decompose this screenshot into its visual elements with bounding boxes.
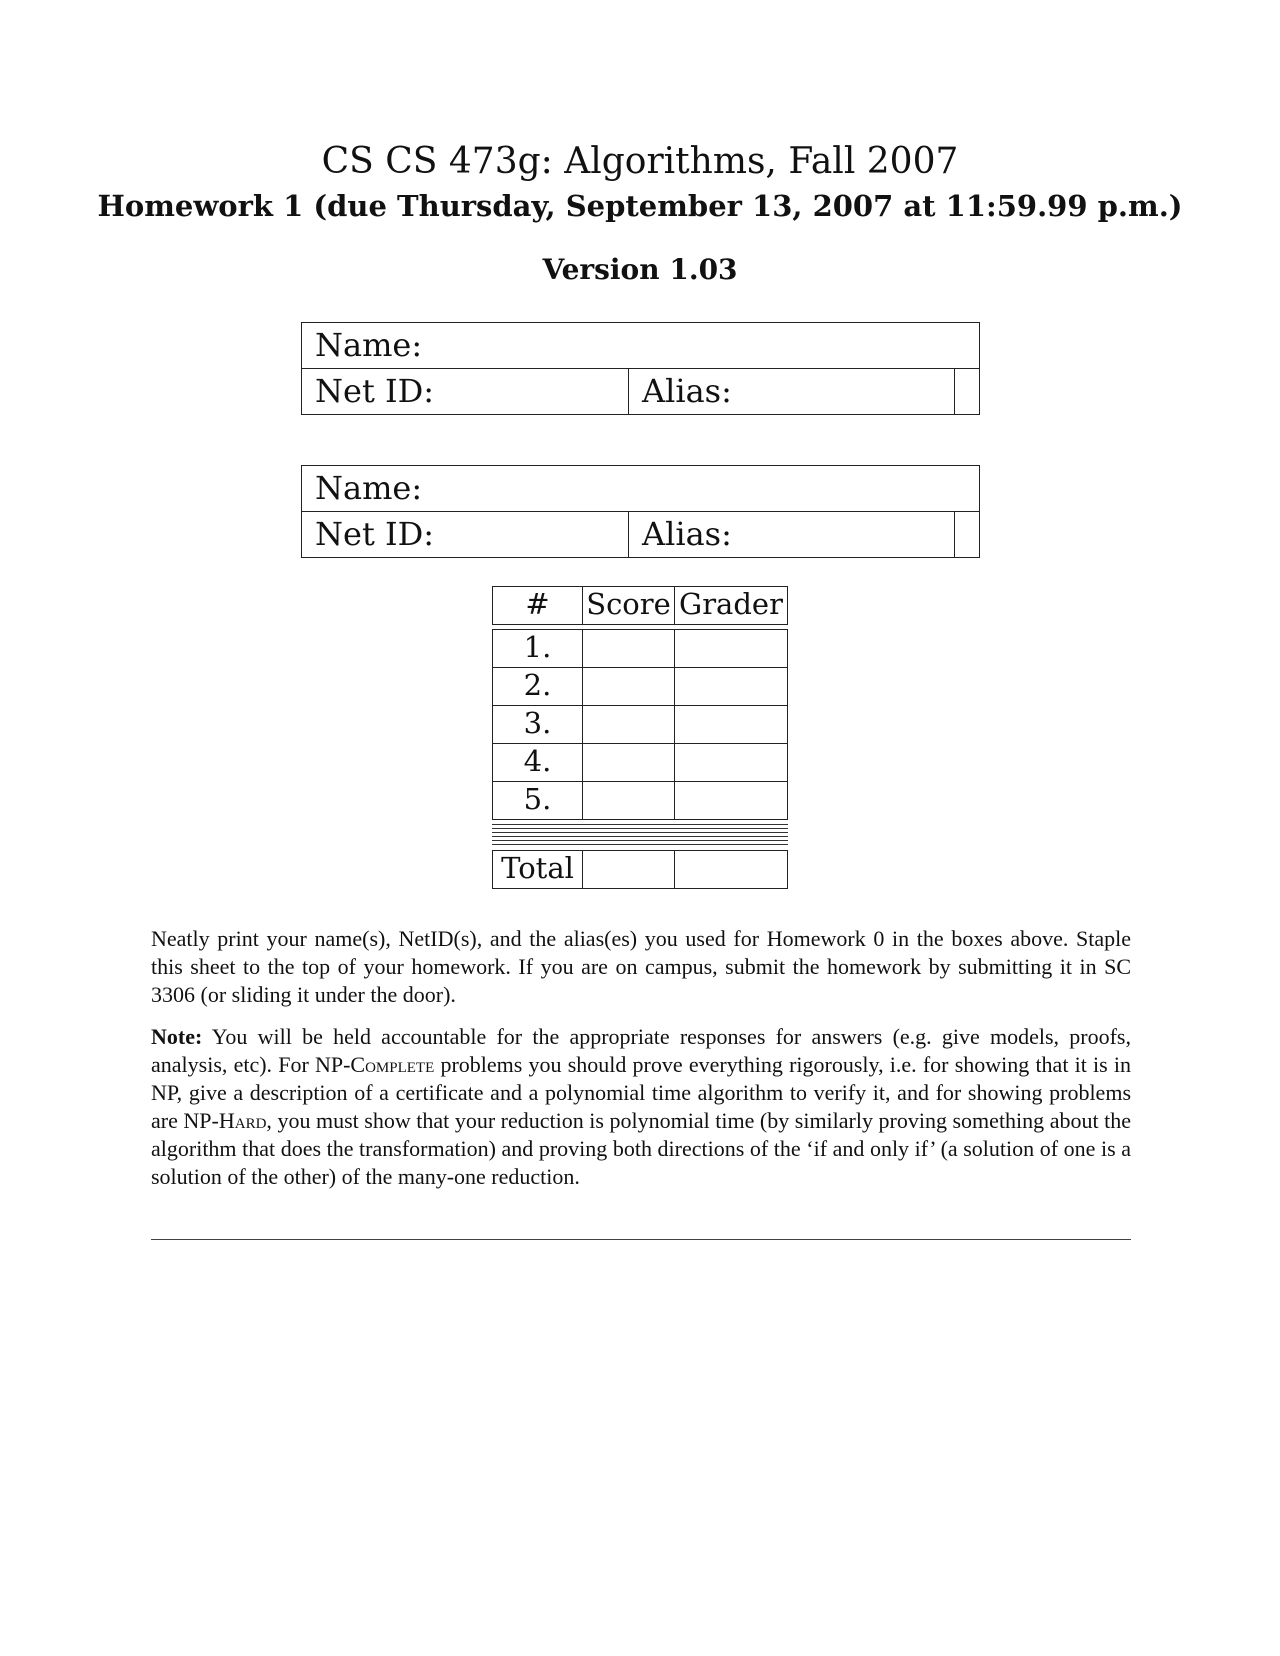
- note-paragraph: [151, 1023, 1131, 1191]
- table-separator: [492, 824, 788, 850]
- total-score-cell: [582, 850, 675, 889]
- divider: [628, 512, 629, 557]
- header-grader: Grader: [674, 586, 788, 625]
- note-label: Note:: [151, 1024, 203, 1049]
- grader-cell: [674, 705, 788, 744]
- np-complete-term: Complete: [350, 1052, 435, 1077]
- score-cell: [582, 667, 675, 706]
- problem-number: 3.: [492, 705, 583, 744]
- student-id-box-1: [301, 322, 980, 415]
- score-table: [492, 586, 788, 889]
- course-title: CS CS 473g: Algorithms, Fall 2007: [321, 141, 959, 182]
- netid-label: Net ID:: [315, 515, 435, 553]
- divider: [954, 512, 955, 557]
- grader-cell: [674, 629, 788, 668]
- divider: [954, 369, 955, 414]
- grader-cell: [674, 667, 788, 706]
- instructions-paragraph: Neatly print your name(s), NetID(s), and the alias(es) you used for Homework 0 in the boxes above. Staple this sheet to the top of your homework. If you are on campus, submit the homework by submitting it in SC 3306 (or sliding it under the door).: [151, 926, 1131, 1007]
- note-text: , you must show that your reduction is polynomial time (by similarly proving something about the algorithm that does the transformation) and proving both directions of the ‘if and only if’ (a solution of one is a solution of the other) of the many-one reduction.: [151, 1108, 1131, 1189]
- header-number: #: [492, 586, 583, 625]
- score-cell: [582, 781, 675, 820]
- total-grader-cell: [674, 850, 788, 889]
- horizontal-rule: [151, 1239, 1131, 1240]
- name-label: Name:: [315, 469, 423, 507]
- grader-cell: [674, 743, 788, 782]
- score-cell: [582, 629, 675, 668]
- student-id-box-2: [301, 465, 980, 558]
- score-cell: [582, 743, 675, 782]
- alias-label: Alias:: [642, 515, 732, 553]
- divider: [628, 369, 629, 414]
- name-row: [302, 323, 979, 369]
- netid-label: Net ID:: [315, 372, 435, 410]
- version-label: Version 1.03: [542, 253, 738, 286]
- note-text: problems you should prove everything rigorously, i.e. for showing that it is in NP, give a description of a certificate and a polynomial time algorithm to verify it, and for showing problems are NP-: [151, 1052, 1131, 1133]
- name-row: [302, 466, 979, 512]
- problem-number: 2.: [492, 667, 583, 706]
- problem-number: 1.: [492, 629, 583, 668]
- total-label: Total: [492, 850, 583, 889]
- header-score: Score: [582, 586, 675, 625]
- grader-cell: [674, 781, 788, 820]
- name-label: Name:: [315, 326, 423, 364]
- alias-label: Alias:: [642, 372, 732, 410]
- homework-subtitle: Homework 1 (due Thursday, September 13, 2007 at 11:59.99 p.m.): [97, 189, 1183, 223]
- problem-number: 5.: [492, 781, 583, 820]
- np-hard-term: Hard: [218, 1108, 267, 1133]
- problem-number: 4.: [492, 743, 583, 782]
- note-text: You will be held accountable for the appropriate responses for answers (e.g. give models, proofs, analysis, etc). For NP-: [151, 1024, 1131, 1077]
- score-cell: [582, 705, 675, 744]
